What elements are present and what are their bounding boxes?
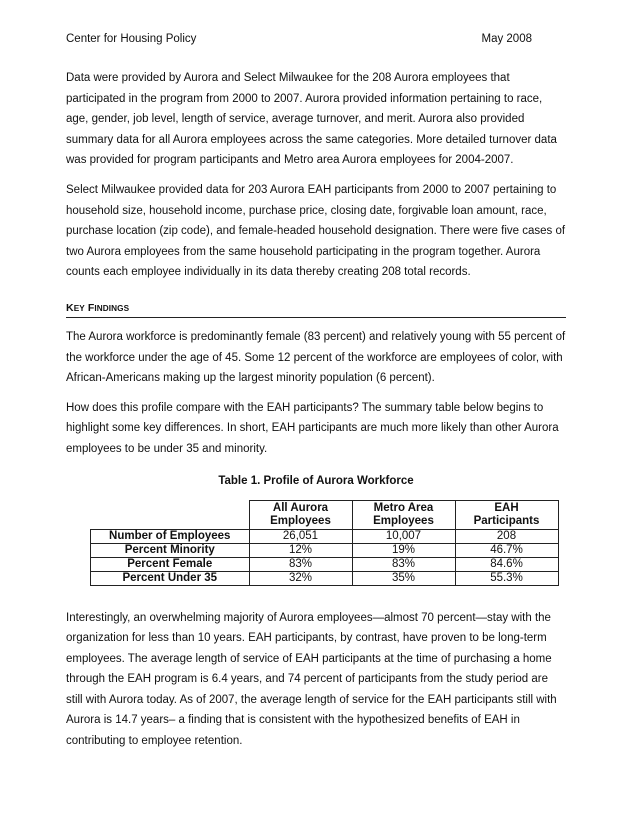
page-header [66, 32, 566, 46]
table-row [91, 571, 559, 585]
findings-paragraph-1: The Aurora workforce is predominantly female (83 percent) and relatively young with 55 percent of the workforce under the age of 45. Some 12 percent of the workforce are employees of color, with African-Americans making up the largest minority population (6 percent). [66, 330, 566, 385]
table-row [91, 543, 559, 557]
table-cell: 83% [249, 557, 352, 571]
intro-paragraph-1: Data were provided by Aurora and Select Milwaukee for the 208 Aurora employees that participated in the program from 2000 to 2007. Aurora provided information pertaining to race, age, gender, job level, length of service, average turnover, and merit. Aurora also provided summary data for all Aurora employees across the same categories. More detailed turnover data was provided for program participants and Metro area Aurora employees for 2004-2007. [66, 72, 557, 167]
column-header-eah: EAH Participants [455, 500, 558, 529]
table-cell: 84.6% [455, 557, 558, 571]
table-corner-cell [91, 500, 250, 529]
table-cell: 83% [352, 557, 455, 571]
document-page [66, 32, 566, 752]
header-organization: Center for Housing Policy [66, 33, 197, 45]
retention-body [66, 608, 566, 752]
header-date: May 2008 [481, 33, 532, 45]
profile-table [90, 500, 559, 586]
section-heading-key-findings [66, 301, 566, 318]
heading-letter-f: F [87, 301, 95, 314]
row-label: Percent Female [91, 557, 250, 571]
table-row [91, 529, 559, 543]
table-header-row [91, 500, 559, 529]
table-cell: 46.7% [455, 543, 558, 557]
table-cell: 10,007 [352, 529, 455, 543]
findings-paragraph-2: How does this profile compare with the EAH participants? The summary table below begins to highlight some key differences. In short, EAH participants are much more likely than other Aurora employees to be under 35 and minority. [66, 401, 559, 455]
table-cell: 26,051 [249, 529, 352, 543]
row-label: Number of Employees [91, 529, 250, 543]
table-cell: 19% [352, 543, 455, 557]
heading-rest-ey: EY [73, 303, 85, 313]
retention-paragraph: Interestingly, an overwhelming majority of Aurora employees—almost 70 percent—stay with the organization for less than 10 years. EAH participants, by contrast, have proven to be long-term employees. The average length of service of EAH participants at the time of purchasing a home through the EAH program is 6.4 years, and 74 percent of participants from the study period are still with Aurora today. As of 2007, the average length of service for the EAH participants still with Aurora is 14.7 years– a finding that is consistent with the hypothesized benefits of EAH in contributing to employee retention. [66, 611, 557, 748]
row-label: Percent Minority [91, 543, 250, 557]
table-caption: Table 1. Profile of Aurora Workforce [218, 474, 414, 487]
heading-rest-indings: INDINGS [94, 303, 130, 313]
findings-body [66, 327, 566, 460]
heading-letter-k: K [66, 301, 74, 314]
intro-paragraph-2: Select Milwaukee provided data for 203 Aurora EAH participants from 2000 to 2007 pertaining to household size, household income, purchase price, closing date, forgivable loan amount, race, purchase location (zip code), and female-headed household designation. There were five cases of two Aurora employees from the same household participating in the program together. Aurora counts each employee individually in its data thereby creating 208 total records. [66, 183, 566, 279]
table-cell: 32% [249, 571, 352, 585]
column-header-all-aurora: All Aurora Employees [249, 500, 352, 529]
table-row [91, 557, 559, 571]
table-cell: 12% [249, 543, 352, 557]
table-cell: 208 [455, 529, 558, 543]
table-cell: 35% [352, 571, 455, 585]
row-label: Percent Under 35 [91, 571, 250, 585]
table-cell: 55.3% [455, 571, 558, 585]
column-header-metro-area: Metro Area Employees [352, 500, 455, 529]
